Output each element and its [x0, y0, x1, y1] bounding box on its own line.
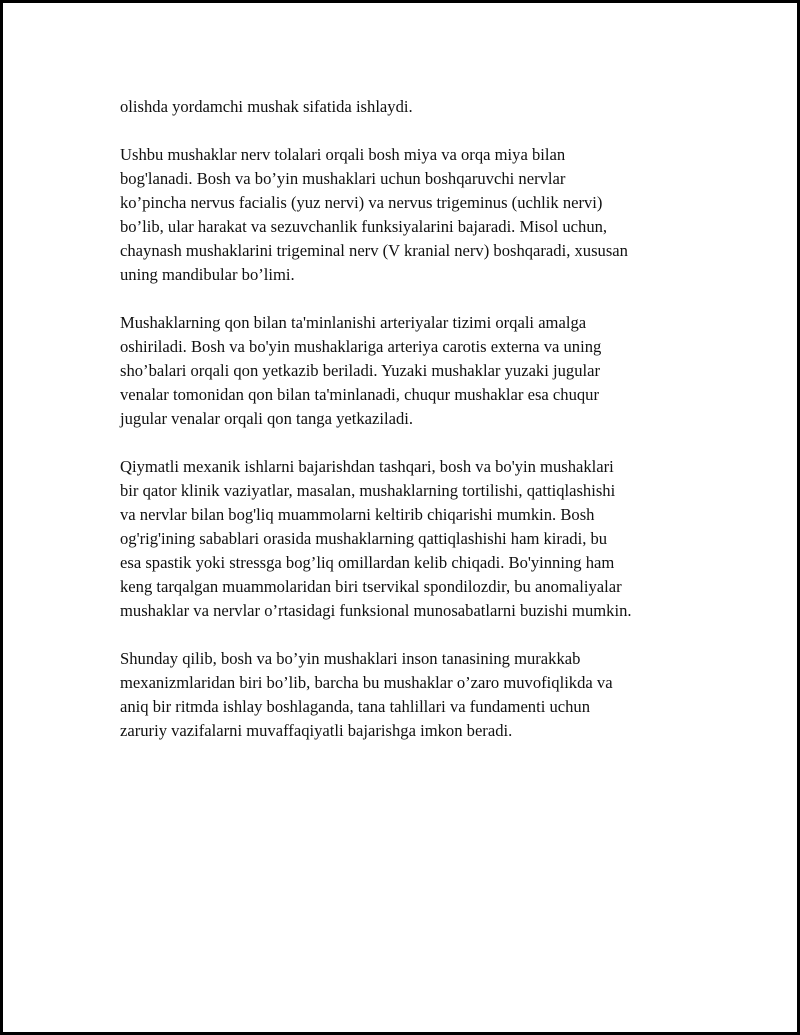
text-line: mexanizmlaridan biri bo’lib, barcha bu mushaklar o’zaro muvofiqlikda va: [120, 673, 613, 692]
paragraph-1: [120, 95, 700, 119]
text-line: Mushaklarning qon bilan ta'minlanishi arteriyalar tizimi orqali amalga: [120, 313, 587, 332]
text-line: bir qator klinik vaziyatlar, masalan, mushaklarning tortilishi, qattiqlashishi: [120, 481, 616, 500]
text-line: chaynash mushaklarini trigeminal nerv (V kranial nerv) boshqaradi, xususan: [120, 241, 628, 260]
paragraph-3: [120, 311, 700, 431]
document-body: [120, 95, 700, 767]
text-line: Shunday qilib, bosh va bo’yin mushaklari inson tanasining murakkab: [120, 649, 581, 668]
text-line: keng tarqalgan muammolaridan biri tservikal spondilozdir, bu anomaliyalar: [120, 577, 622, 596]
text-line: aniq bir ritmda ishlay boshlaganda, tana tahlillari va fundamenti uchun: [120, 697, 591, 716]
text-line: bo’lib, ular harakat va sezuvchanlik funksiyalarini bajaradi. Misol uchun,: [120, 217, 608, 236]
text-line: zaruriy vazifalarni muvaffaqiyatli bajarishga imkon beradi.: [120, 721, 513, 740]
text-line: esa spastik yoki stressga bog’liq omillardan kelib chiqadi. Bo'yinning ham: [120, 553, 615, 572]
text-line: uning mandibular bo’limi.: [120, 265, 295, 284]
text-line: ko’pincha nervus facialis (yuz nervi) va nervus trigeminus (uchlik nervi): [120, 193, 603, 212]
text-line: sho’balari orqali qon yetkazib beriladi. Yuzaki mushaklar yuzaki jugular: [120, 361, 600, 380]
text-line: va nervlar bilan bog'liq muammolarni keltirib chiqarishi mumkin. Bosh: [120, 505, 595, 524]
text-line: oshiriladi. Bosh va bo'yin mushaklariga arteriya carotis externa va uning: [120, 337, 602, 356]
text-line: jugular venalar orqali qon tanga yetkaziladi.: [120, 409, 414, 428]
text-line: Ushbu mushaklar nerv tolalari orqali bosh miya va orqa miya bilan: [120, 145, 566, 164]
text-line: venalar tomonidan qon bilan ta'minlanadi, chuqur mushaklar esa chuqur: [120, 385, 599, 404]
paragraph-5: [120, 647, 700, 743]
paragraph-2: [120, 143, 700, 287]
text-line: mushaklar va nervlar o’rtasidagi funksional munosabatlarni buzishi mumkin.: [120, 601, 632, 620]
text-line: Qiymatli mexanik ishlarni bajarishdan tashqari, bosh va bo'yin mushaklari: [120, 457, 614, 476]
text-line: bog'lanadi. Bosh va bo’yin mushaklari uchun boshqaruvchi nervlar: [120, 169, 566, 188]
paragraph-4: [120, 455, 700, 623]
text-line: og'rig'ining sabablari orasida mushaklarning qattiqlashishi ham kiradi, bu: [120, 529, 608, 548]
text-line: olishda yordamchi mushak sifatida ishlaydi.: [120, 97, 413, 116]
